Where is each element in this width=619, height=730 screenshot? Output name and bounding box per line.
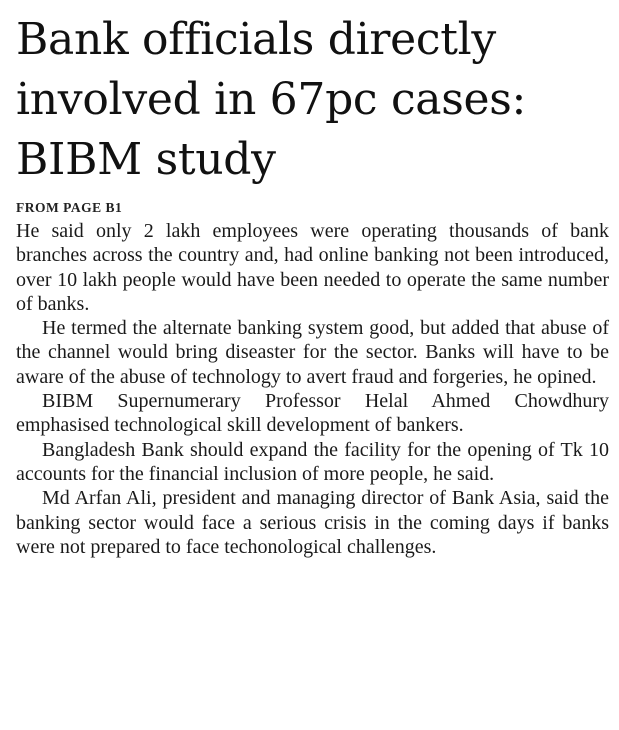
paragraph: Bangladesh Bank should expand the facility for the opening of Tk 10 accounts for the financial inclusion of more people, he said. [16,438,609,485]
continuation-label: FROM PAGE B1 [16,200,123,215]
paragraph: Md Arfan Ali, president and managing director of Bank Asia, said the banking sector would face a serious crisis in the coming days if banks were not prepared to face techonological challenges. [16,487,609,558]
paragraph: He termed the alternate banking system good, but added that abuse of the channel would bring diseaster for the sector. Banks will have to be aware of the abuse of technology to avert fraud and forgeries, he opined. [16,317,609,388]
article-body [16,219,609,559]
paragraph: He said only 2 lakh employees were operating thousands of bank branches across the country and, had online banking not been introduced, over 10 lakh people would have been needed to operate the same number of banks. [16,220,609,315]
headline: Bank officials directly involved in 67pc cases: BIBM study [16,14,527,185]
paragraph: BIBM Supernumerary Professor Helal Ahmed Chowdhury emphasised technological skill development of bankers. [16,390,609,437]
